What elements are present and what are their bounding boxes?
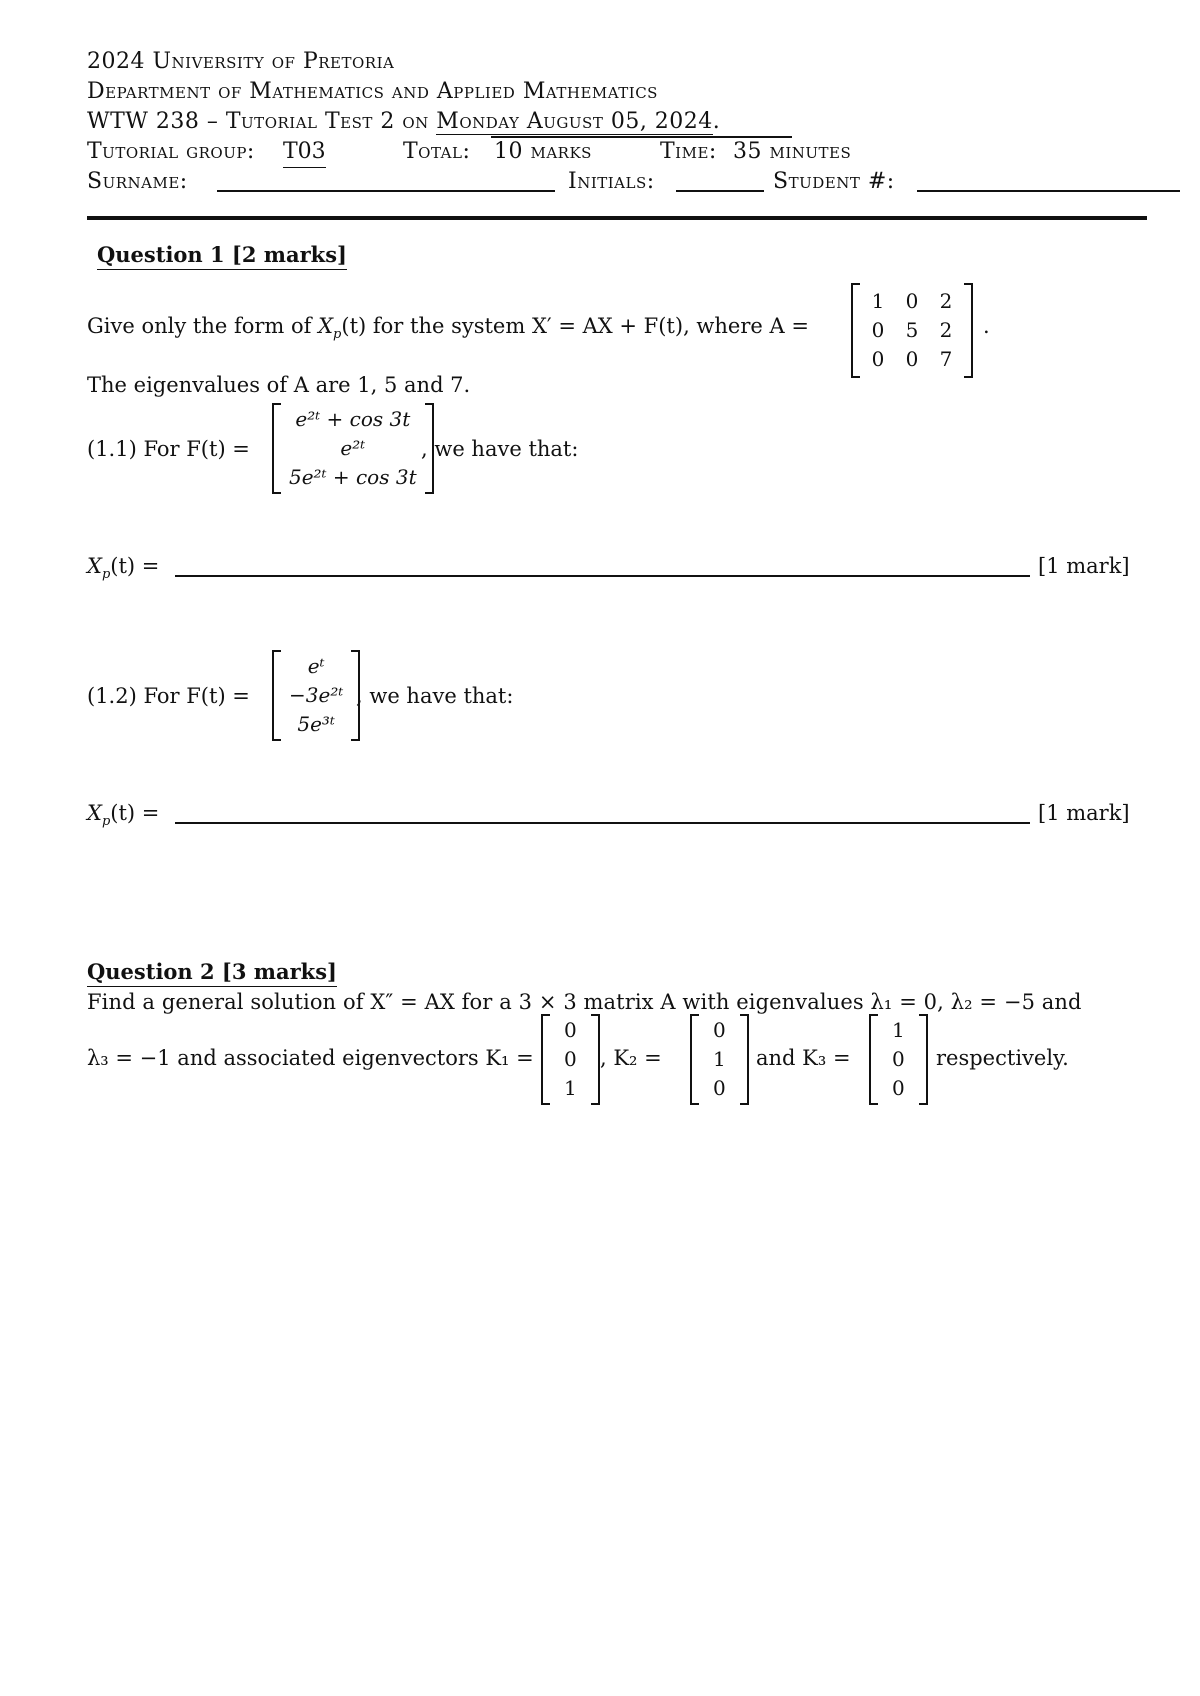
part-1-1-after: , we have that: <box>421 437 579 461</box>
answer-1-1-field[interactable] <box>175 575 1030 577</box>
vector-f-1-1-left-bracket <box>272 403 281 494</box>
vector-f-1-2 <box>272 650 360 741</box>
vector-entry: 5e²ᵗ + cos 3t <box>289 465 417 489</box>
vector-f-1-1 <box>272 403 434 494</box>
initials-field[interactable] <box>676 190 764 192</box>
k2-entries <box>699 1014 740 1105</box>
q2-line-2a: λ₃ = −1 and associated eigenvectors K₁ = <box>87 1046 534 1070</box>
matrix-a-cell: 0 <box>905 347 919 371</box>
answer-1-2-lhs <box>87 799 160 830</box>
vector-entry: 1 <box>564 1076 577 1100</box>
vector-entry: e²ᵗ + cos 3t <box>295 407 411 431</box>
answer-1-2-field[interactable] <box>175 822 1030 824</box>
vector-entry: −3e²ᵗ <box>289 683 344 707</box>
matrix-a-cell: 0 <box>871 347 885 371</box>
mark-1-2: [1 mark] <box>1038 801 1130 825</box>
tutorial-group-value: T03 <box>283 137 326 168</box>
answer-sub: p <box>101 814 111 830</box>
matrix-a-right-bracket <box>964 283 973 378</box>
matrix-a-cell: 7 <box>939 347 953 371</box>
k1-entries <box>550 1014 591 1105</box>
tutorial-group-label: Tutorial group: <box>87 139 255 164</box>
eigenvector-k3 <box>869 1014 928 1105</box>
matrix-a-cell: 1 <box>871 289 885 313</box>
surname-field[interactable] <box>217 190 555 192</box>
part-1-2-after: , we have that: <box>356 684 514 708</box>
eigenvector-k1 <box>541 1014 600 1105</box>
eigenvector-k2 <box>690 1014 749 1105</box>
header-department: Department of Mathematics and Applied Mathematics <box>87 79 658 104</box>
matrix-a-cell: 0 <box>871 318 885 342</box>
vector-f-1-1-entries <box>281 403 425 494</box>
test-date: Monday August 05, 2024 <box>436 109 713 134</box>
q1-intro <box>87 312 809 343</box>
answer-eq: (t) = <box>110 801 160 825</box>
mark-1-1: [1 mark] <box>1038 554 1130 578</box>
vector-entry: 0 <box>892 1076 905 1100</box>
initials-label: Initials: <box>568 169 655 194</box>
vector-entry: 1 <box>892 1018 905 1042</box>
q2-line-2c: and K₃ = <box>756 1046 851 1070</box>
header-test-title <box>87 107 720 137</box>
vector-entry: 0 <box>564 1018 577 1042</box>
test-title-prefix: WTW 238 – Tutorial Test 2 on <box>87 109 437 134</box>
time-label: Time: <box>660 139 717 164</box>
q1-intro-text: Give only the form of <box>87 314 319 338</box>
q1-intro-period: . <box>983 314 990 338</box>
total-value: 10 marks <box>494 139 592 164</box>
q2-line-2d: respectively. <box>936 1046 1069 1070</box>
eigenvalues-statement: The eigenvalues of A are 1, 5 and 7. <box>87 373 471 397</box>
vector-entry: 0 <box>564 1047 577 1071</box>
total-label: Total: <box>403 139 471 164</box>
answer-x: X <box>87 801 102 825</box>
q2-line-1: Find a general solution of X″ = AX for a 3 × 3 matrix A with eigenvalues λ₁ = 0, λ₂ = −5 and <box>87 990 1082 1014</box>
matrix-a-left-bracket <box>851 283 860 378</box>
matrix-a-entries <box>860 283 964 378</box>
k1-left-bracket <box>541 1014 550 1105</box>
test-title-suffix: . <box>712 109 721 134</box>
question-2-title: Question 2 [3 marks] <box>87 958 337 987</box>
k1-right-bracket <box>591 1014 600 1105</box>
answer-1-1-lhs <box>87 552 160 583</box>
matrix-a <box>851 283 973 378</box>
header-divider <box>87 216 1147 220</box>
student-number-label: Student #: <box>773 169 895 194</box>
q1-intro-system: (t) for the system X′ = AX + F(t), where A = <box>341 314 809 338</box>
k2-left-bracket <box>690 1014 699 1105</box>
matrix-a-cell: 2 <box>939 318 953 342</box>
total-time-overline <box>491 136 792 138</box>
vector-entry: 0 <box>713 1018 726 1042</box>
matrix-a-cell: 0 <box>905 289 919 313</box>
matrix-a-cell: 2 <box>939 289 953 313</box>
part-1-1-label: (1.1) For F(t) = <box>87 437 250 461</box>
vector-entry: 0 <box>713 1076 726 1100</box>
k2-right-bracket <box>740 1014 749 1105</box>
vector-entry: 5e³ᵗ <box>297 712 335 736</box>
vector-entry: eᵗ <box>307 654 325 678</box>
vector-entry: 0 <box>892 1047 905 1071</box>
matrix-a-cell: 5 <box>905 318 919 342</box>
answer-sub: p <box>101 567 111 583</box>
answer-x: X <box>87 554 102 578</box>
q1-intro-x: X <box>318 314 334 338</box>
header-university: 2024 University of Pretoria <box>87 49 395 74</box>
k3-left-bracket <box>869 1014 878 1105</box>
k3-entries <box>878 1014 919 1105</box>
k3-right-bracket <box>919 1014 928 1105</box>
answer-eq: (t) = <box>110 554 160 578</box>
q1-intro-sub: p <box>333 327 342 343</box>
vector-entry: e²ᵗ <box>340 436 366 460</box>
part-1-2-label: (1.2) For F(t) = <box>87 684 250 708</box>
surname-label: Surname: <box>87 169 188 194</box>
vector-f-1-2-entries <box>281 650 351 741</box>
vector-entry: 1 <box>713 1047 726 1071</box>
question-1-title: Question 1 [2 marks] <box>97 241 347 270</box>
vector-f-1-2-left-bracket <box>272 650 281 741</box>
q2-line-2b: , K₂ = <box>600 1046 662 1070</box>
student-number-field[interactable] <box>917 190 1180 192</box>
time-value: 35 minutes <box>733 139 852 164</box>
